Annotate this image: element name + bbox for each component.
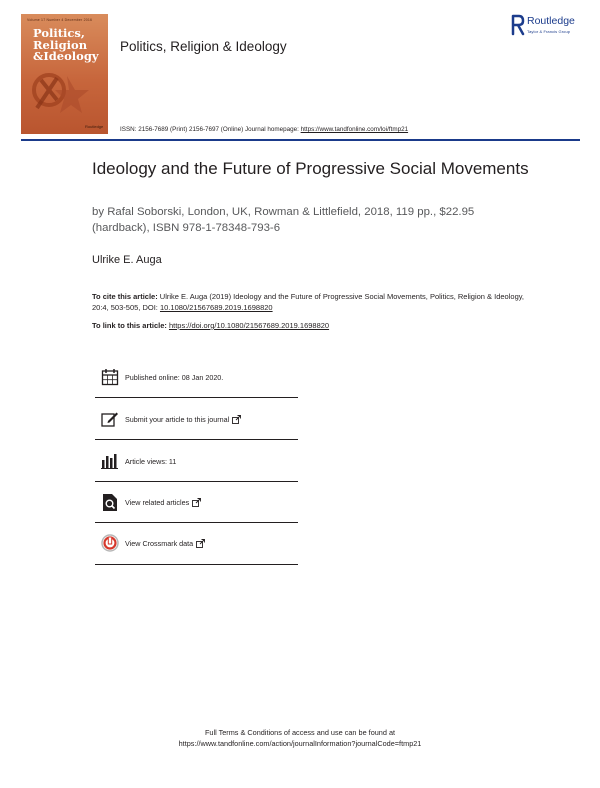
link-label: To link to this article: bbox=[92, 321, 169, 330]
row-divider bbox=[95, 397, 298, 398]
submit-article-row[interactable] bbox=[100, 408, 241, 430]
article-title: Ideology and the Future of Progressive Social Movements bbox=[92, 159, 529, 178]
issn-text: ISSN: 2156-7689 (Print) 2156-7697 (Online) Journal homepage: bbox=[120, 126, 301, 133]
logo-subtitle: Taylor & Francis Group bbox=[527, 29, 571, 34]
routledge-logo-icon bbox=[511, 14, 525, 36]
cover-publisher: Routledge bbox=[85, 124, 104, 129]
external-link-icon bbox=[192, 498, 201, 507]
article-views-row bbox=[100, 450, 176, 472]
crossmark-link[interactable]: View Crossmark data bbox=[125, 538, 194, 548]
crossmark-row[interactable] bbox=[100, 532, 205, 554]
related-articles-link[interactable]: View related articles bbox=[125, 497, 190, 507]
journal-homepage-link[interactable]: https://www.tandfonline.com/loi/ftmp21 bbox=[300, 126, 409, 133]
journal-cover-image bbox=[21, 14, 108, 134]
calendar-icon bbox=[100, 367, 120, 387]
edit-icon bbox=[100, 409, 120, 429]
book-byline: by Rafal Soborski, London, UK, Rowman & Littlefield, 2018, 119 pp., $22.95 (hardback), ISBN 978-1-78348-793-6 bbox=[92, 206, 475, 234]
cite-doi-link[interactable]: 10.1080/21567689.2019.1698820 bbox=[159, 302, 273, 312]
article-doi-link[interactable]: https://doi.org/10.1080/21567689.2019.1698820 bbox=[168, 321, 330, 330]
cite-label: To cite this article: bbox=[92, 292, 158, 301]
related-articles-row[interactable] bbox=[100, 491, 201, 513]
row-divider bbox=[95, 564, 298, 565]
header-divider bbox=[21, 139, 580, 141]
bar-chart-icon bbox=[100, 451, 120, 471]
cover-title: Politics, Religion &Ideology bbox=[33, 26, 99, 63]
article-link-line bbox=[92, 321, 329, 330]
logo-name: Routledge bbox=[527, 15, 575, 27]
citation-block bbox=[92, 292, 532, 313]
row-divider bbox=[95, 522, 298, 523]
article-views-text: Article views: 11 bbox=[125, 456, 177, 466]
issn-line bbox=[120, 126, 408, 133]
published-online-row bbox=[100, 366, 223, 388]
cover-issue-line: Volume 17 Number 4 December 2016 bbox=[27, 18, 93, 22]
document-search-icon bbox=[100, 492, 120, 512]
submit-article-link[interactable]: Submit your article to this journal bbox=[125, 414, 230, 424]
row-divider bbox=[95, 439, 298, 440]
external-link-icon bbox=[232, 415, 241, 424]
footer bbox=[0, 727, 600, 749]
footer-terms-text: Full Terms & Conditions of access and use can be found at bbox=[204, 728, 396, 737]
crossmark-icon bbox=[100, 533, 120, 553]
footer-terms-link[interactable]: https://www.tandfonline.com/action/journalInformation?journalCode=ftmp21 bbox=[178, 739, 422, 748]
cover-emblem-icon bbox=[27, 68, 102, 123]
cite-text: Ulrike E. Auga (2019) Ideology and the Future of Progressive Social Movements, Politics, Religion & Ideology, 20:4, 503-505, DOI: bbox=[92, 292, 525, 312]
routledge-logo[interactable] bbox=[511, 14, 591, 40]
external-link-icon bbox=[196, 539, 205, 548]
author-name[interactable]: Ulrike E. Auga bbox=[92, 254, 162, 266]
published-online-text: Published online: 08 Jan 2020. bbox=[125, 372, 224, 382]
row-divider bbox=[95, 481, 298, 482]
journal-title[interactable]: Politics, Religion & Ideology bbox=[120, 39, 287, 54]
